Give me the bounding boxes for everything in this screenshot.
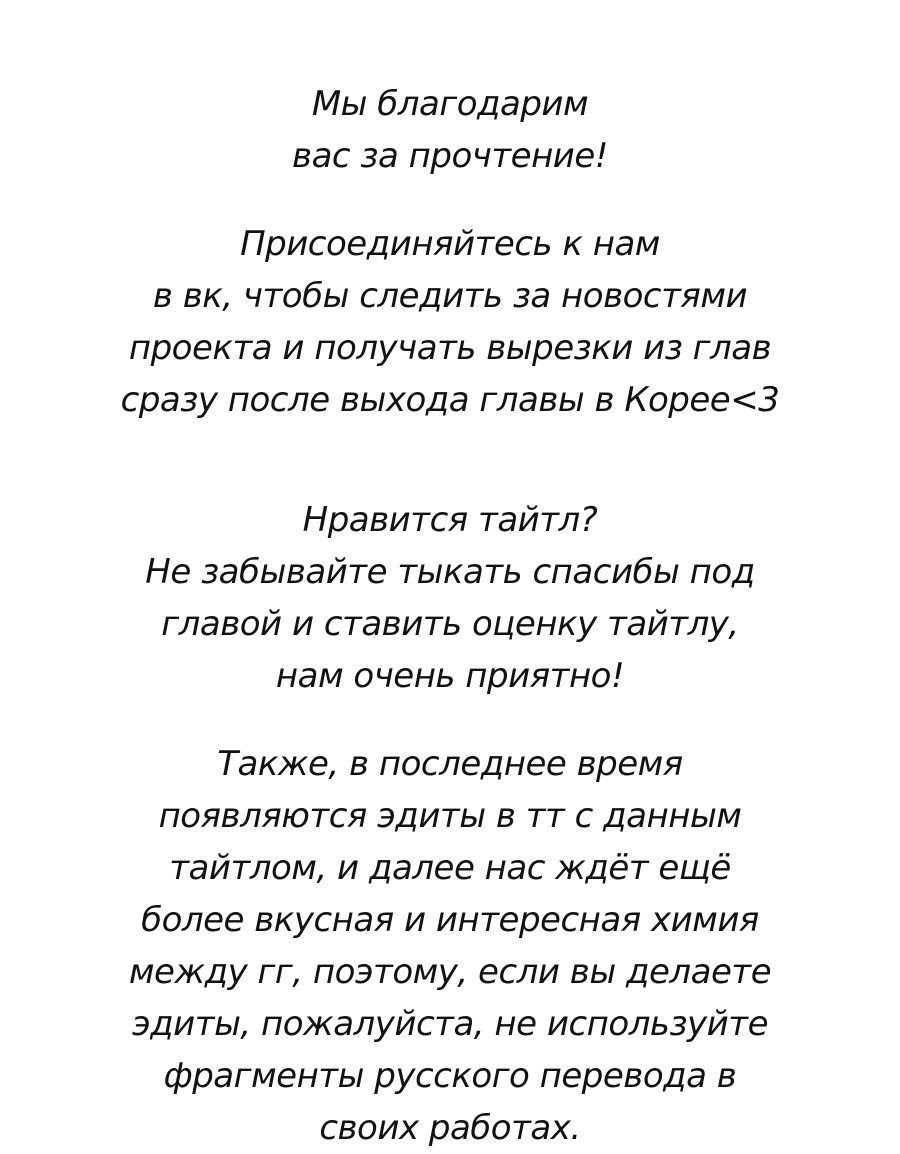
text-line: своих работах. [319,1108,581,1148]
text-line: главой и ставить оценку тайтлу, [161,604,739,644]
text-line: нам очень приятно! [275,656,625,696]
text-line: более вкусная и интересная химия [141,900,759,940]
text-line: проекта и получать вырезки из глав [128,328,772,368]
text-line: сразу после выхода главы в Корее<3 [120,380,780,420]
text-line: Мы благодарим [311,84,589,124]
text-line: Нравится тайтл? [302,500,598,540]
edits-notice-message [40,738,860,1154]
text-line: вас за прочтение! [292,136,608,176]
text-line: в вк, чтобы следить за новостями [152,276,748,316]
join-vk-message [40,218,860,426]
text-line: между гг, поэтому, если вы делаете [128,952,772,992]
text-line: Не забывайте тыкать спасибы под [145,552,755,592]
rate-title-message [40,494,860,702]
text-line: появляются эдиты в тт с данным [158,796,742,836]
thanks-message [40,78,860,182]
text-line: фрагменты русского перевода в [163,1056,737,1096]
text-line: эдиты, пожалуйста, не используйте [132,1004,768,1044]
text-line: Присоединяйтесь к нам [240,224,660,264]
text-line: тайтлом, и далее нас ждёт ещё [169,848,731,888]
text-line: Также, в последнее время [217,744,683,784]
